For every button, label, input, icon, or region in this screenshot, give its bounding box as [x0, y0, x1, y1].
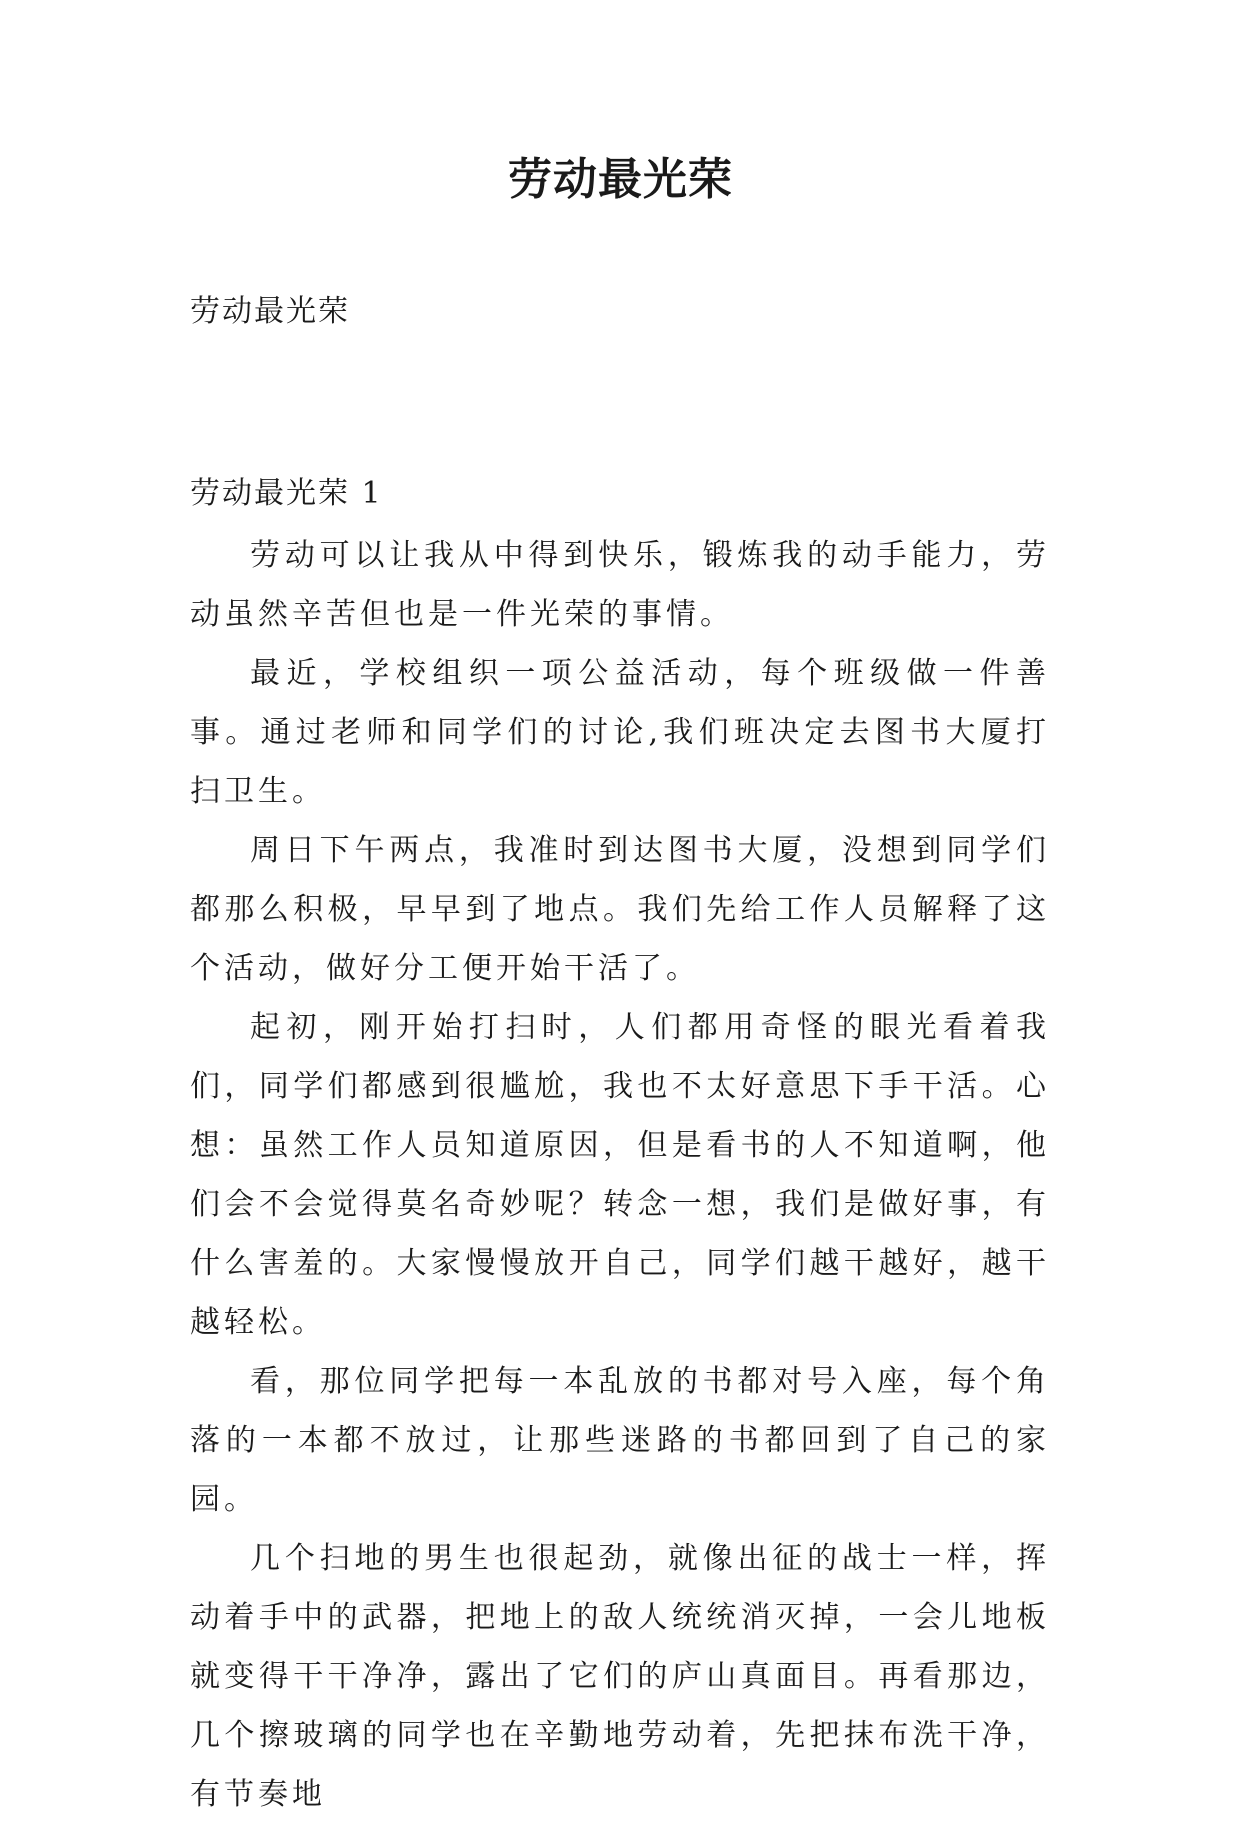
paragraph: 周日下午两点，我准时到达图书大厦，没想到同学们都那么积极，早早到了地点。我们先给工作人员解释了这个活动，做好分工便开始干活了。 — [190, 833, 1050, 986]
paragraph: 几个扫地的男生也很起劲，就像出征的战士一样，挥动着手中的武器，把地上的敌人统统消灭掉，一会儿地板就变得干干净净，露出了它们的庐山真面目。再看那边，几个擦玻璃的同学也在辛勤地劳动着，先把抹布洗干净，有节奏地 — [190, 1541, 1050, 1812]
document-subtitle: 劳动最光荣 — [190, 294, 350, 329]
paragraph: 看，那位同学把每一本乱放的书都对号入座，每个角落的一本都不放过，让那些迷路的书都回到了自己的家园。 — [190, 1364, 1050, 1517]
body-text — [190, 526, 1050, 1824]
paragraph: 劳动可以让我从中得到快乐，锻炼我的动手能力，劳动虽然辛苦但也是一件光荣的事情。 — [190, 538, 1050, 632]
section-heading: 劳动最光荣 1 — [190, 476, 383, 511]
paragraph: 起初，刚开始打扫时，人们都用奇怪的眼光看着我们，同学们都感到很尴尬，我也不太好意思下手干活。心想：虽然工作人员知道原因，但是看书的人不知道啊，他们会不会觉得莫名奇妙呢？转念一想，我们是做好事，有什么害羞的。大家慢慢放开自己，同学们越干越好，越干越轻松。 — [190, 1010, 1050, 1340]
document-title: 劳动最光荣 — [508, 154, 733, 205]
paragraph: 最近，学校组织一项公益活动，每个班级做一件善事。通过老师和同学们的讨论,我们班决定去图书大厦打扫卫生。 — [190, 656, 1050, 809]
